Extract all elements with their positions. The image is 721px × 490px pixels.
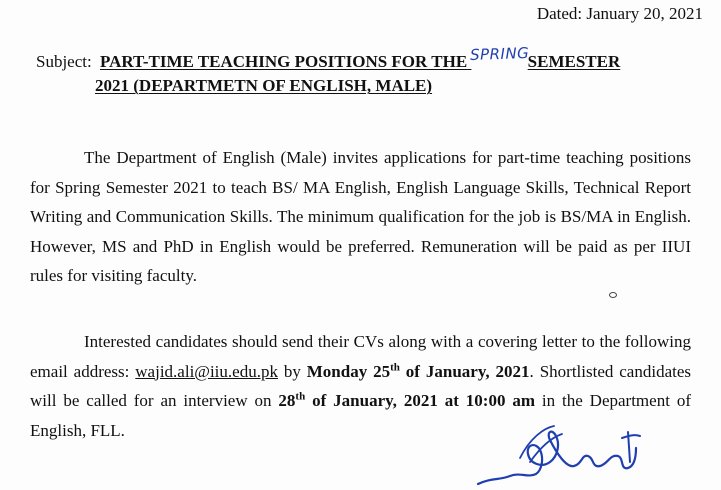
subject-label: Subject: [36,52,92,71]
subject-title-line2: 2021 (DEPARTMETN OF ENGLISH, MALE) [95,76,433,95]
shortlist-text: . Shortlisted candidates will be called for an interview on [30,361,692,410]
instructions-intro: Interested candidates should send their CVs along with a covering letter to the following email address: [30,332,691,381]
instructions-by: by [277,361,307,381]
subject-line [36,43,696,98]
subject-title-part2: SEMESTER [527,52,621,71]
interview-rest: of January, 2021 at 10:00 am [305,391,535,410]
subject-title [99,43,621,71]
interview-location: in the Department of English, FLL. [30,391,691,440]
interview-date [278,391,535,410]
email-link[interactable]: wajid.ali@iiu.edu.pk [135,361,278,381]
interview-suffix: th [295,390,306,403]
handwritten-insert: SPRING [470,43,530,65]
subject-title-part1: PART-TIME TEACHING POSITIONS FOR THE [99,52,468,71]
date-line: Dated: January 20, 2021 [536,4,703,23]
deadline-date [307,362,530,381]
deadline-day: Monday 25 [306,361,391,381]
deadline-rest: of January, 2021 [399,361,530,381]
ink-mark [609,292,617,298]
interview-day: 28 [278,391,296,410]
signature-icon [470,418,670,490]
paragraph-applications: The Department of English (Male) invites applications for part-time teaching positions for Spring Semester 2021 to teach BS/ MA English, English Language Skills, Technical Report Writing and Communication Skills. The minimum qualification for the job is BS/MA in English. However, MS and PhD in English would be preferred. Remuneration will be paid as per IIUI rules for visiting faculty. [30,148,691,285]
deadline-suffix: th [390,360,400,373]
